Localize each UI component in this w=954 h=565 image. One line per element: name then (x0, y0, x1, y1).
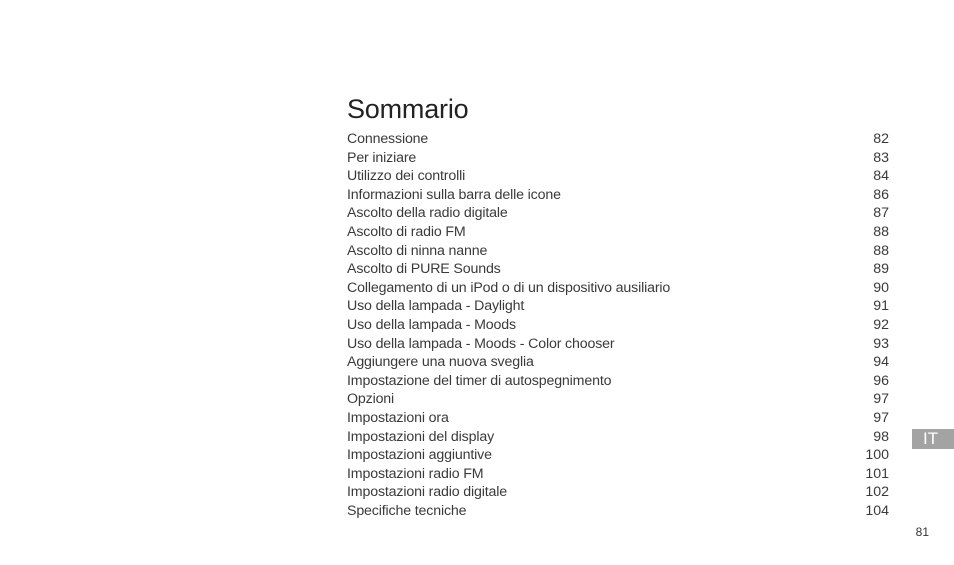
toc-entry-page: 94 (873, 354, 889, 371)
language-tab: IT (912, 429, 954, 449)
toc-entry[interactable] (347, 353, 889, 372)
toc-entry-page: 102 (865, 484, 889, 501)
toc-entry-page: 96 (873, 372, 889, 389)
toc-entry-title: Ascolto di radio FM (347, 223, 466, 240)
toc-entry[interactable] (347, 204, 889, 223)
page-number: 81 (915, 525, 929, 539)
toc-entry-title: Impostazione del timer di autospegnimento (347, 372, 612, 389)
toc-entry-page: 91 (873, 298, 889, 315)
toc-entry-page: 93 (873, 335, 889, 352)
toc-entry-page: 84 (873, 168, 889, 185)
toc-entry[interactable] (347, 242, 889, 261)
toc-entry[interactable] (347, 409, 889, 428)
toc-entry-page: 101 (865, 465, 889, 482)
toc-entry[interactable] (347, 297, 889, 316)
toc-entry-page: 98 (873, 428, 889, 445)
toc-entry[interactable] (347, 390, 889, 409)
toc-entry[interactable] (347, 483, 889, 502)
toc-entry[interactable] (347, 279, 889, 298)
toc-entry[interactable] (347, 465, 889, 484)
toc-entry-title: Opzioni (347, 391, 395, 408)
toc-entry-page: 82 (873, 131, 889, 147)
toc-entry-title: Impostazioni aggiuntive (347, 447, 492, 464)
toc-entry-page: 97 (873, 409, 889, 426)
toc-entry[interactable] (347, 149, 889, 168)
toc-entry-page: 104 (865, 502, 889, 519)
toc-entry[interactable] (347, 316, 889, 335)
toc-entry[interactable] (347, 335, 889, 354)
toc-entry[interactable] (347, 130, 889, 149)
toc-entry-title: Informazioni sulla barra delle icone (347, 186, 561, 203)
toc-entry-title: Per iniziare (347, 149, 417, 166)
toc-entry-page: 92 (873, 316, 889, 333)
toc-entry-page: 83 (873, 149, 889, 166)
toc-entry[interactable] (347, 167, 889, 186)
toc-entry-page: 86 (873, 186, 889, 203)
toc-entry-title: Aggiungere una nuova sveglia (347, 354, 534, 371)
toc-entry-page: 88 (873, 242, 889, 259)
toc-entry-title: Impostazioni ora (347, 409, 449, 426)
toc-entry-title: Ascolto di PURE Sounds (347, 261, 501, 278)
toc-entry-page: 90 (873, 279, 889, 296)
toc-entry-title: Uso della lampada - Daylight (347, 298, 525, 315)
toc-entry[interactable] (347, 186, 889, 205)
toc-entry-page: 100 (865, 447, 889, 464)
toc-entry-title: Utilizzo dei controlli (347, 168, 466, 185)
toc-entry-page: 87 (873, 205, 889, 222)
toc-entry-title: Impostazioni radio digitale (347, 484, 507, 501)
table-of-contents (347, 130, 889, 520)
toc-entry-title: Ascolto di ninna nanne (347, 242, 488, 259)
toc-entry-title: Collegamento di un iPod o di un dispositivo ausiliario (347, 279, 671, 296)
toc-entry-page: 89 (873, 261, 889, 278)
toc-entry[interactable] (347, 428, 889, 447)
toc-entry-page: 97 (873, 391, 889, 408)
toc-entry[interactable] (347, 223, 889, 242)
toc-entry-title: Uso della lampada - Moods (347, 316, 516, 333)
toc-entry-title: Connessione (347, 131, 429, 147)
toc-entry-page: 88 (873, 223, 889, 240)
toc-entry[interactable] (347, 446, 889, 465)
toc-entry[interactable] (347, 372, 889, 391)
page-title: Sommario (347, 94, 469, 124)
toc-entry-title: Uso della lampada - Moods - Color chooser (347, 335, 615, 352)
toc-entry[interactable] (347, 502, 889, 521)
toc-entry-title: Specifiche tecniche (347, 502, 467, 519)
toc-entry[interactable] (347, 260, 889, 279)
toc-entry-title: Impostazioni del display (347, 428, 495, 445)
toc-entry-title: Ascolto della radio digitale (347, 205, 508, 222)
toc-entry-title: Impostazioni radio FM (347, 465, 484, 482)
